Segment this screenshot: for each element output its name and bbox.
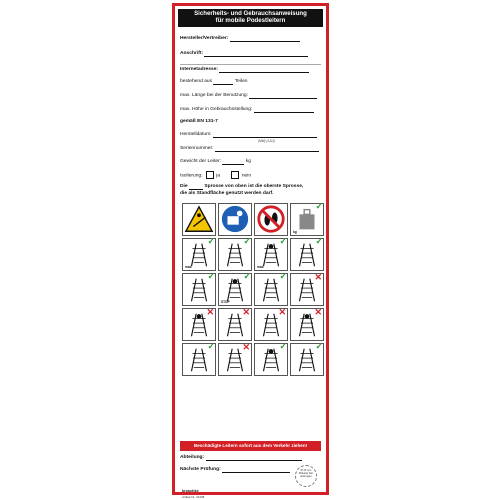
- cross-icon: ✕: [242, 307, 250, 317]
- pictogram-caption: kg: [293, 230, 297, 234]
- max-load-icon: [290, 203, 324, 236]
- web-label: Internetadresse:: [180, 67, 219, 72]
- next-inspection-label: Nächste Prüfung:: [180, 467, 221, 472]
- rung-text-prefix: Die: [180, 184, 188, 189]
- no-modification-icon: [218, 343, 252, 376]
- warning-fall-icon: [182, 203, 216, 236]
- cross-icon: ✕: [206, 307, 214, 317]
- electrical-hazard-icon: [254, 308, 288, 341]
- consisting-label: bestehend aus: [180, 79, 213, 84]
- check-icon: ✓: [207, 271, 215, 281]
- cross-icon: ✕: [278, 307, 286, 317]
- max-length-label: max. Länge bei der Benutzung:: [180, 93, 248, 98]
- norm-label: gemäß EN 131-7: [180, 119, 218, 124]
- check-icon: ✓: [279, 271, 287, 281]
- serial-field[interactable]: [180, 146, 321, 152]
- check-icon: ✓: [243, 236, 251, 246]
- insulation-label: Isolierung:: [180, 173, 203, 179]
- store-indoors-icon: [290, 343, 324, 376]
- weight-label: Gewicht der Leiter:: [180, 159, 222, 164]
- consisting-field[interactable]: [180, 79, 321, 85]
- manufacture-date-field[interactable]: [180, 132, 321, 138]
- ground-surface-icon: [182, 273, 216, 306]
- ladder-label: [172, 3, 329, 499]
- check-icon: ✓: [207, 341, 215, 351]
- check-icon: ✓: [315, 236, 323, 246]
- work-height-icon: [182, 343, 216, 376]
- weight-field[interactable]: [180, 159, 321, 165]
- check-icon: ✓: [279, 341, 287, 351]
- brand-logo: kroschke: [182, 489, 199, 493]
- ladder-setup-icon: [254, 238, 288, 271]
- insulation-field: [180, 171, 321, 179]
- insulation-no-checkbox[interactable]: [231, 171, 239, 179]
- check-icon: ✓: [243, 271, 251, 281]
- max-height-label: max. Höhe in Gebrauchsstellung:: [180, 107, 253, 112]
- cross-icon: ✕: [242, 342, 250, 352]
- department-label: Abteilung:: [180, 455, 205, 460]
- insulation-no-label: nein: [241, 173, 252, 179]
- inspection-seal-placeholder: Ø 15 mm Plakette hier anbringen: [295, 465, 317, 487]
- max-length-field[interactable]: [180, 93, 321, 99]
- address-field[interactable]: [180, 51, 321, 57]
- pictogram-caption: max.: [257, 265, 265, 269]
- manufacture-date-label: Herstelldatum:: [180, 132, 212, 137]
- helmet-check-icon: [254, 343, 288, 376]
- address-line-2: [180, 64, 321, 65]
- cross-icon: ✕: [314, 272, 322, 282]
- person-upright-icon: [182, 238, 216, 271]
- damage-warning-banner: Beschädigte Leitern sofort aus dem Verkehr ziehen!: [180, 441, 321, 451]
- label-title: [178, 9, 323, 27]
- department-field[interactable]: [180, 455, 321, 461]
- pictogram-caption: max.: [185, 265, 193, 269]
- web-field[interactable]: [180, 67, 321, 73]
- check-icon: ✓: [315, 341, 323, 351]
- stop-sign-icon: [218, 273, 252, 306]
- rung-text-line-1: Sprosse von oben ist die oberste Sprosse,: [204, 184, 304, 189]
- inspect-ladder-icon: [218, 238, 252, 271]
- no-shoes-icon: [254, 203, 288, 236]
- parts-label: Teilen: [234, 79, 248, 84]
- climb-facing-icon: [254, 273, 288, 306]
- outdoor-wind-icon: [290, 308, 324, 341]
- carry-tools-icon: [182, 308, 216, 341]
- check-icon: ✓: [315, 201, 323, 211]
- manufacturer-label: Hersteller/Vertreiber:: [180, 36, 229, 41]
- title-line-1: Sicherheits- und Gebrauchsanweisung: [194, 10, 307, 17]
- read-manual-icon: [218, 203, 252, 236]
- article-number: Artikel-Nr. 41208: [182, 495, 205, 499]
- pictogram-caption: STOP: [221, 300, 230, 304]
- side-step-icon: [218, 308, 252, 341]
- max-height-field[interactable]: [180, 107, 321, 113]
- insulation-yes-checkbox[interactable]: [206, 171, 214, 179]
- manufacturer-field[interactable]: [180, 36, 321, 42]
- address-label: Anschrift:: [180, 51, 204, 56]
- cross-icon: ✕: [314, 307, 322, 317]
- rung-text[interactable]: [180, 184, 321, 190]
- lock-spreader-icon: [290, 238, 324, 271]
- insulation-yes-label: ja: [216, 173, 221, 179]
- weight-unit: kg: [245, 159, 251, 164]
- check-icon: ✓: [279, 236, 287, 246]
- rung-text-line-2: die als Standfläche genutzt werden darf.: [180, 191, 274, 196]
- title-line-2: für mobile Podestleitern: [215, 17, 286, 25]
- overreach-icon: [290, 273, 324, 306]
- check-icon: ✓: [207, 236, 215, 246]
- date-hint: (MM) (JJJJ): [258, 139, 275, 143]
- serial-label: Seriennummer:: [180, 146, 214, 151]
